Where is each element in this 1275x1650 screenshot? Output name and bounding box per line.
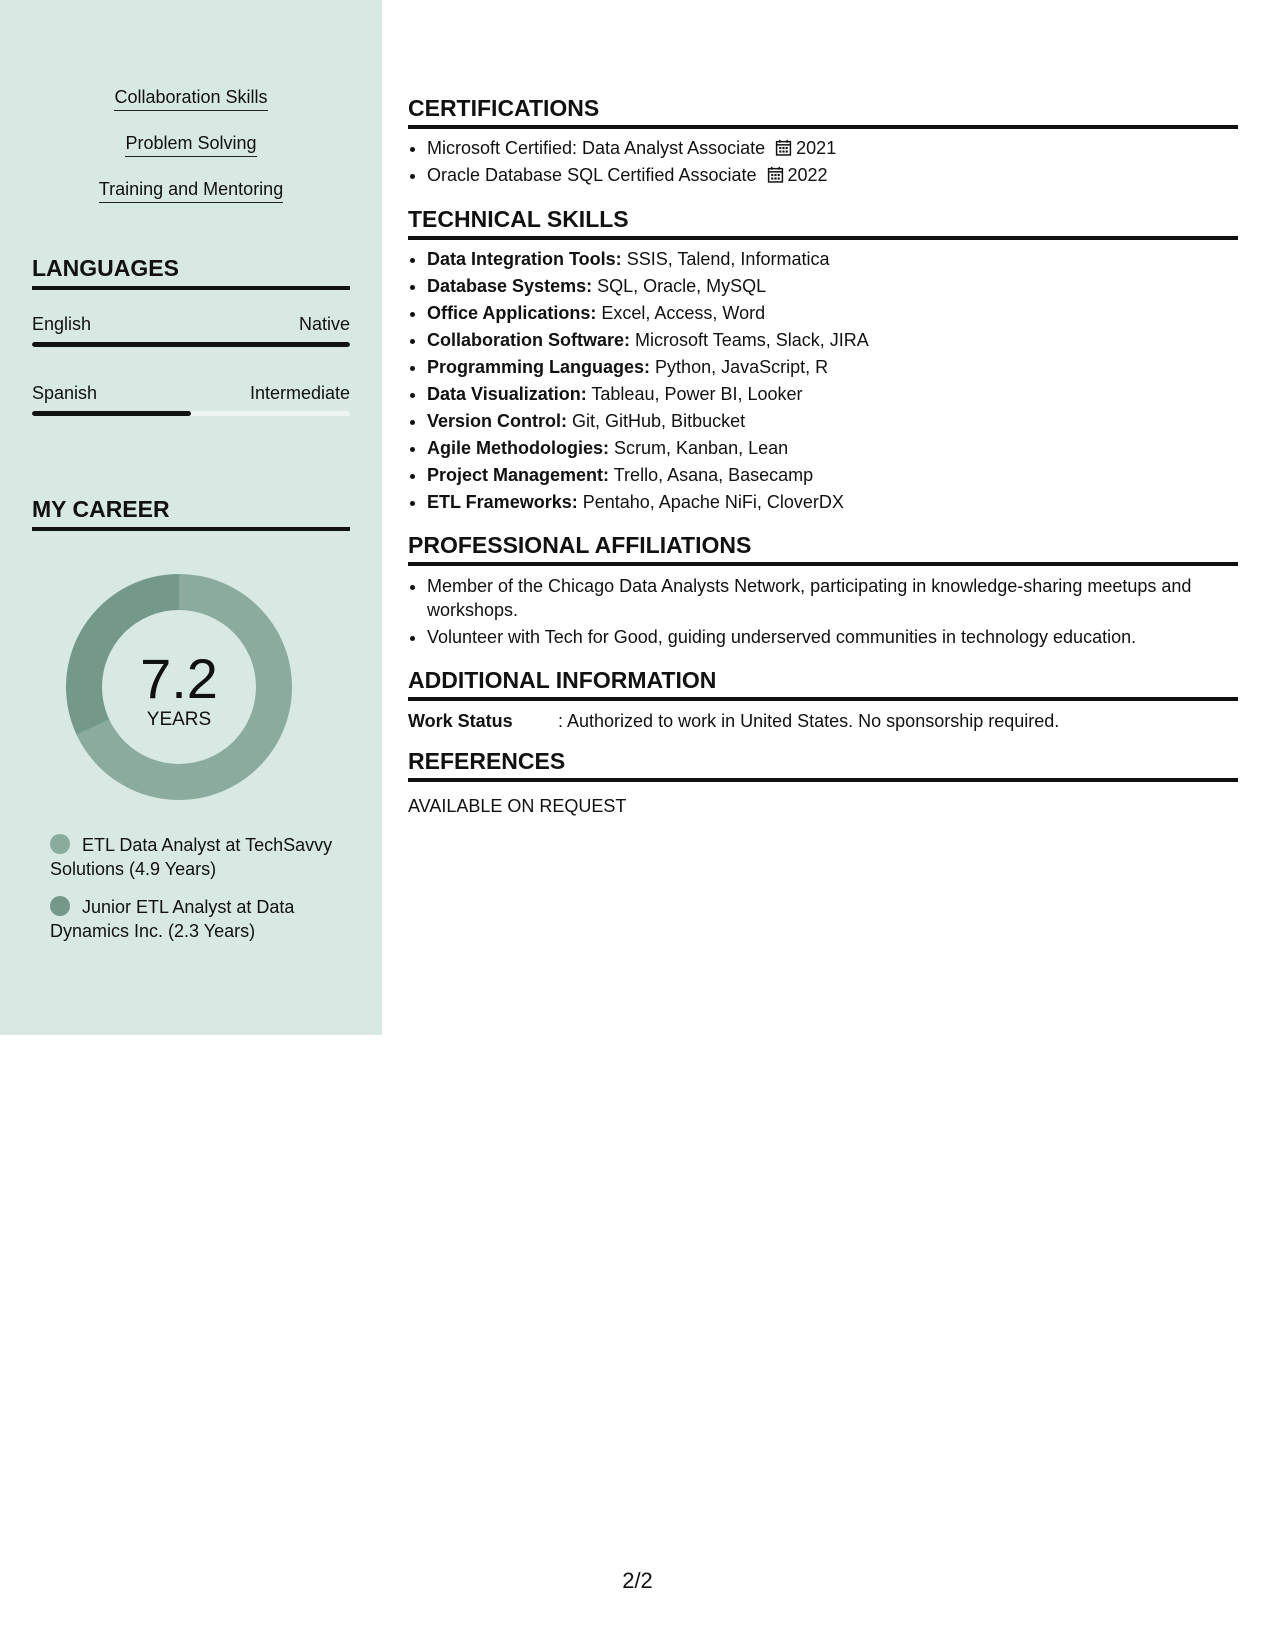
career-legend-text: Junior ETL Analyst at Data Dynamics Inc. (2.3 Years): [50, 897, 295, 941]
languages-heading: LANGUAGES: [32, 254, 350, 290]
affiliations-heading: PROFESSIONAL AFFILIATIONS: [408, 531, 1238, 566]
skill-value: Pentaho, Apache NiFi, CloverDX: [582, 492, 844, 512]
technical-skills-list: [408, 246, 1257, 516]
skill-label: Programming Languages:: [427, 357, 651, 377]
skill-value: SQL, Oracle, MySQL: [597, 276, 767, 296]
skill-row: [427, 354, 1257, 381]
language-row-spanish: [32, 382, 350, 404]
skill-label: ETL Frameworks:: [427, 492, 578, 512]
calendar-icon: [775, 139, 792, 156]
language-bar-english: [32, 342, 350, 347]
skills-list: [0, 86, 382, 224]
sidebar: [0, 0, 382, 1035]
skill-value: Tableau, Power BI, Looker: [591, 384, 803, 404]
skill-label: Database Systems:: [427, 276, 593, 296]
skill-label: Project Management:: [427, 465, 610, 485]
legend-dot-icon: [50, 896, 70, 916]
skill-row: [427, 300, 1257, 327]
certification-year: 2021: [796, 138, 837, 158]
skill-label: Data Visualization:: [427, 384, 587, 404]
skill-item: Collaboration Skills: [114, 86, 267, 111]
skill-label: Office Applications:: [427, 303, 597, 323]
certification-year: 2022: [787, 165, 828, 185]
technical-skills-heading: TECHNICAL SKILLS: [408, 205, 1238, 240]
skill-row: [427, 489, 1257, 516]
skill-label: Data Integration Tools:: [427, 249, 622, 269]
page-number: 2/2: [622, 1568, 653, 1593]
skill-label: Agile Methodologies:: [427, 438, 609, 458]
career-total-unit: YEARS: [146, 709, 212, 730]
certification-item: [427, 135, 1257, 162]
skill-row: [427, 246, 1257, 273]
work-status-label: Work Status: [408, 711, 513, 731]
career-legend-item: [50, 833, 340, 881]
calendar-icon: [767, 166, 784, 183]
legend-dot-icon: [50, 834, 70, 854]
career-total-value: 7.2: [140, 647, 218, 710]
additional-info-heading: ADDITIONAL INFORMATION: [408, 666, 1238, 701]
skill-value: Git, GitHub, Bitbucket: [572, 411, 746, 431]
skill-value: SSIS, Talend, Informatica: [626, 249, 830, 269]
references-heading: REFERENCES: [408, 747, 1238, 782]
skill-row: [427, 462, 1257, 489]
career-legend-text: ETL Data Analyst at TechSavvy Solutions (4.9 Years): [50, 835, 333, 879]
affiliation-item: • Volunteer with Tech for Good, guiding underserved communities in technology education.: [427, 625, 1257, 649]
skill-value: Excel, Access, Word: [601, 303, 766, 323]
skill-value: Microsoft Teams, Slack, JIRA: [635, 330, 869, 350]
skill-row: [427, 327, 1257, 354]
skill-item: Training and Mentoring: [99, 178, 283, 203]
skill-value: Trello, Asana, Basecamp: [613, 465, 814, 485]
certifications-list: [408, 135, 1257, 189]
language-level: Native: [298, 314, 350, 334]
skill-row: [427, 273, 1257, 300]
language-bar-spanish: [32, 411, 350, 416]
language-bar-fill: [32, 411, 191, 416]
certifications-heading: CERTIFICATIONS: [408, 94, 1238, 129]
skill-item: Problem Solving: [125, 132, 256, 157]
skill-row: [427, 408, 1257, 435]
affiliations-list: [408, 574, 1257, 652]
skill-label: Collaboration Software:: [427, 330, 631, 350]
language-name: English: [32, 314, 92, 334]
affiliation-item: • Member of the Chicago Data Analysts Network, participating in knowledge-sharing meetups and workshops.: [427, 574, 1257, 622]
work-status-value: : Authorized to work in United States. No sponsorship required.: [558, 711, 1060, 731]
certification-item: [427, 162, 1257, 189]
certification-name: Microsoft Certified: Data Analyst Associate: [427, 138, 766, 158]
language-row-english: [32, 313, 350, 335]
skill-value: Python, JavaScript, R: [655, 357, 829, 377]
references-text: AVAILABLE ON REQUEST: [408, 796, 627, 816]
skill-row: [427, 435, 1257, 462]
language-level: Intermediate: [249, 383, 350, 403]
career-heading: MY CAREER: [32, 495, 350, 531]
career-legend-item: [50, 895, 340, 943]
work-status-row: [408, 709, 1238, 733]
certification-name: Oracle Database SQL Certified Associate: [427, 165, 757, 185]
skill-value: Scrum, Kanban, Lean: [614, 438, 789, 458]
skill-row: [427, 381, 1257, 408]
language-name: Spanish: [32, 383, 98, 403]
skill-label: Version Control:: [427, 411, 568, 431]
career-donut-chart: [66, 574, 292, 800]
language-bar-fill: [32, 342, 350, 347]
